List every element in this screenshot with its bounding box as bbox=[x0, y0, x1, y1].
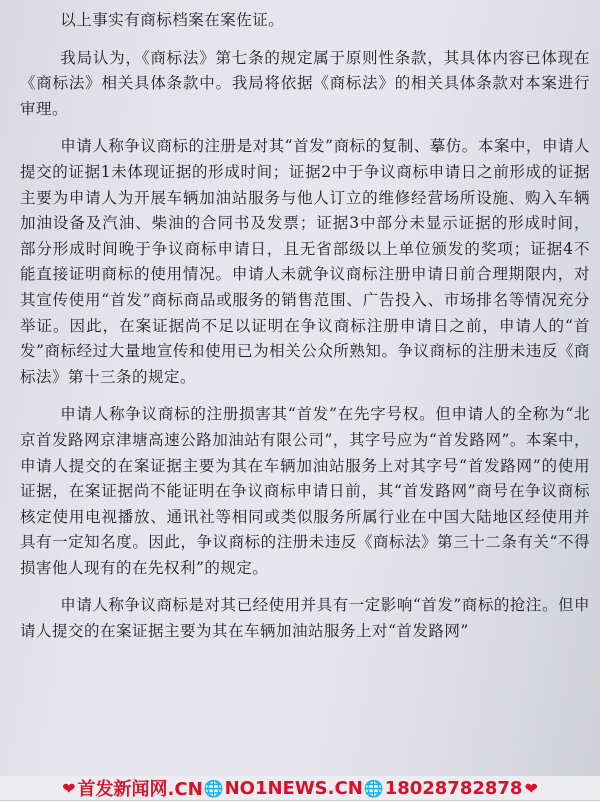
globe-icon: 🌐 bbox=[203, 778, 224, 798]
document-body bbox=[20, 8, 590, 645]
watermark-phone: 18028782878 bbox=[384, 777, 523, 799]
watermark-domain: NO1NEWS.CN bbox=[224, 777, 363, 799]
paragraph-4: 申请人称争议商标的注册损害其“首发”在先字号权。但申请人的全称为“北京首发路网京津塘高速公路加油站有限公司”，其字号应为“首发路网”。本案中，申请人提交的在案证据主要为其在车辆加油站服务上对其字号“首发路网”的使用证据，在案证据尚不能证明在争议商标申请日前，其“首发路网”商号在争议商标核定使用电视播放、通讯社等相同或类似服务所属行业在中国大陆地区经使用并具有一定知名度。因此，争议商标的注册未违反《商标法》第三十二条有关“不得损害他人现有的在先权利”的规定。 bbox=[20, 405, 590, 577]
heart-icon: ❤ bbox=[62, 778, 76, 798]
paragraph-2: 我局认为，《商标法》第七条的规定属于原则性条款，其具体内容已体现在《商标法》相关具体条款中。我局将依据《商标法》的相关具体条款对本案进行审理。 bbox=[20, 48, 590, 118]
paragraph-3: 申请人称争议商标的注册是对其“首发”商标的复制、摹仿。本案中，申请人提交的证据1未体现证据的形成时间；证据2中于争议商标申请日之前形成的证据主要为申请人为开展车辆加油站服务与他人订立的维修经营场所设施、购入车辆加油设备及汽油、柴油的合同书及发票；证据3中部分未显示证据的形成时间，部分形成时间晚于争议商标申请日，且无省部级以上单位颁发的奖项；证据4不能直接证明商标的使用情况。申请人未就争议商标注册申请日前合理期限内，对其宣传使用“首发”商标商品或服务的销售范围、广告投入、市场排名等情况充分举证。因此，在案证据尚不足以证明在争议商标注册申请日之前，申请人的“首发”商标经过大量地宣传和使用已为相关公众所熟知。争议商标的注册未违反《商标法》第十三条的规定。 bbox=[20, 137, 590, 386]
paragraph-5: 申请人称争议商标是对其已经使用并具有一定影响“首发”商标的抢注。但申请人提交的在案证据主要为其在车辆加油站服务上对“首发路网” bbox=[20, 596, 590, 641]
watermark-banner bbox=[0, 776, 600, 800]
heart-icon: ❤ bbox=[524, 778, 538, 798]
globe-icon: 🌐 bbox=[363, 778, 384, 798]
watermark-site-name: 首发新闻网.CN bbox=[77, 779, 203, 800]
paragraph-1: 以上事实有商标档案在案佐证。 bbox=[60, 11, 285, 29]
